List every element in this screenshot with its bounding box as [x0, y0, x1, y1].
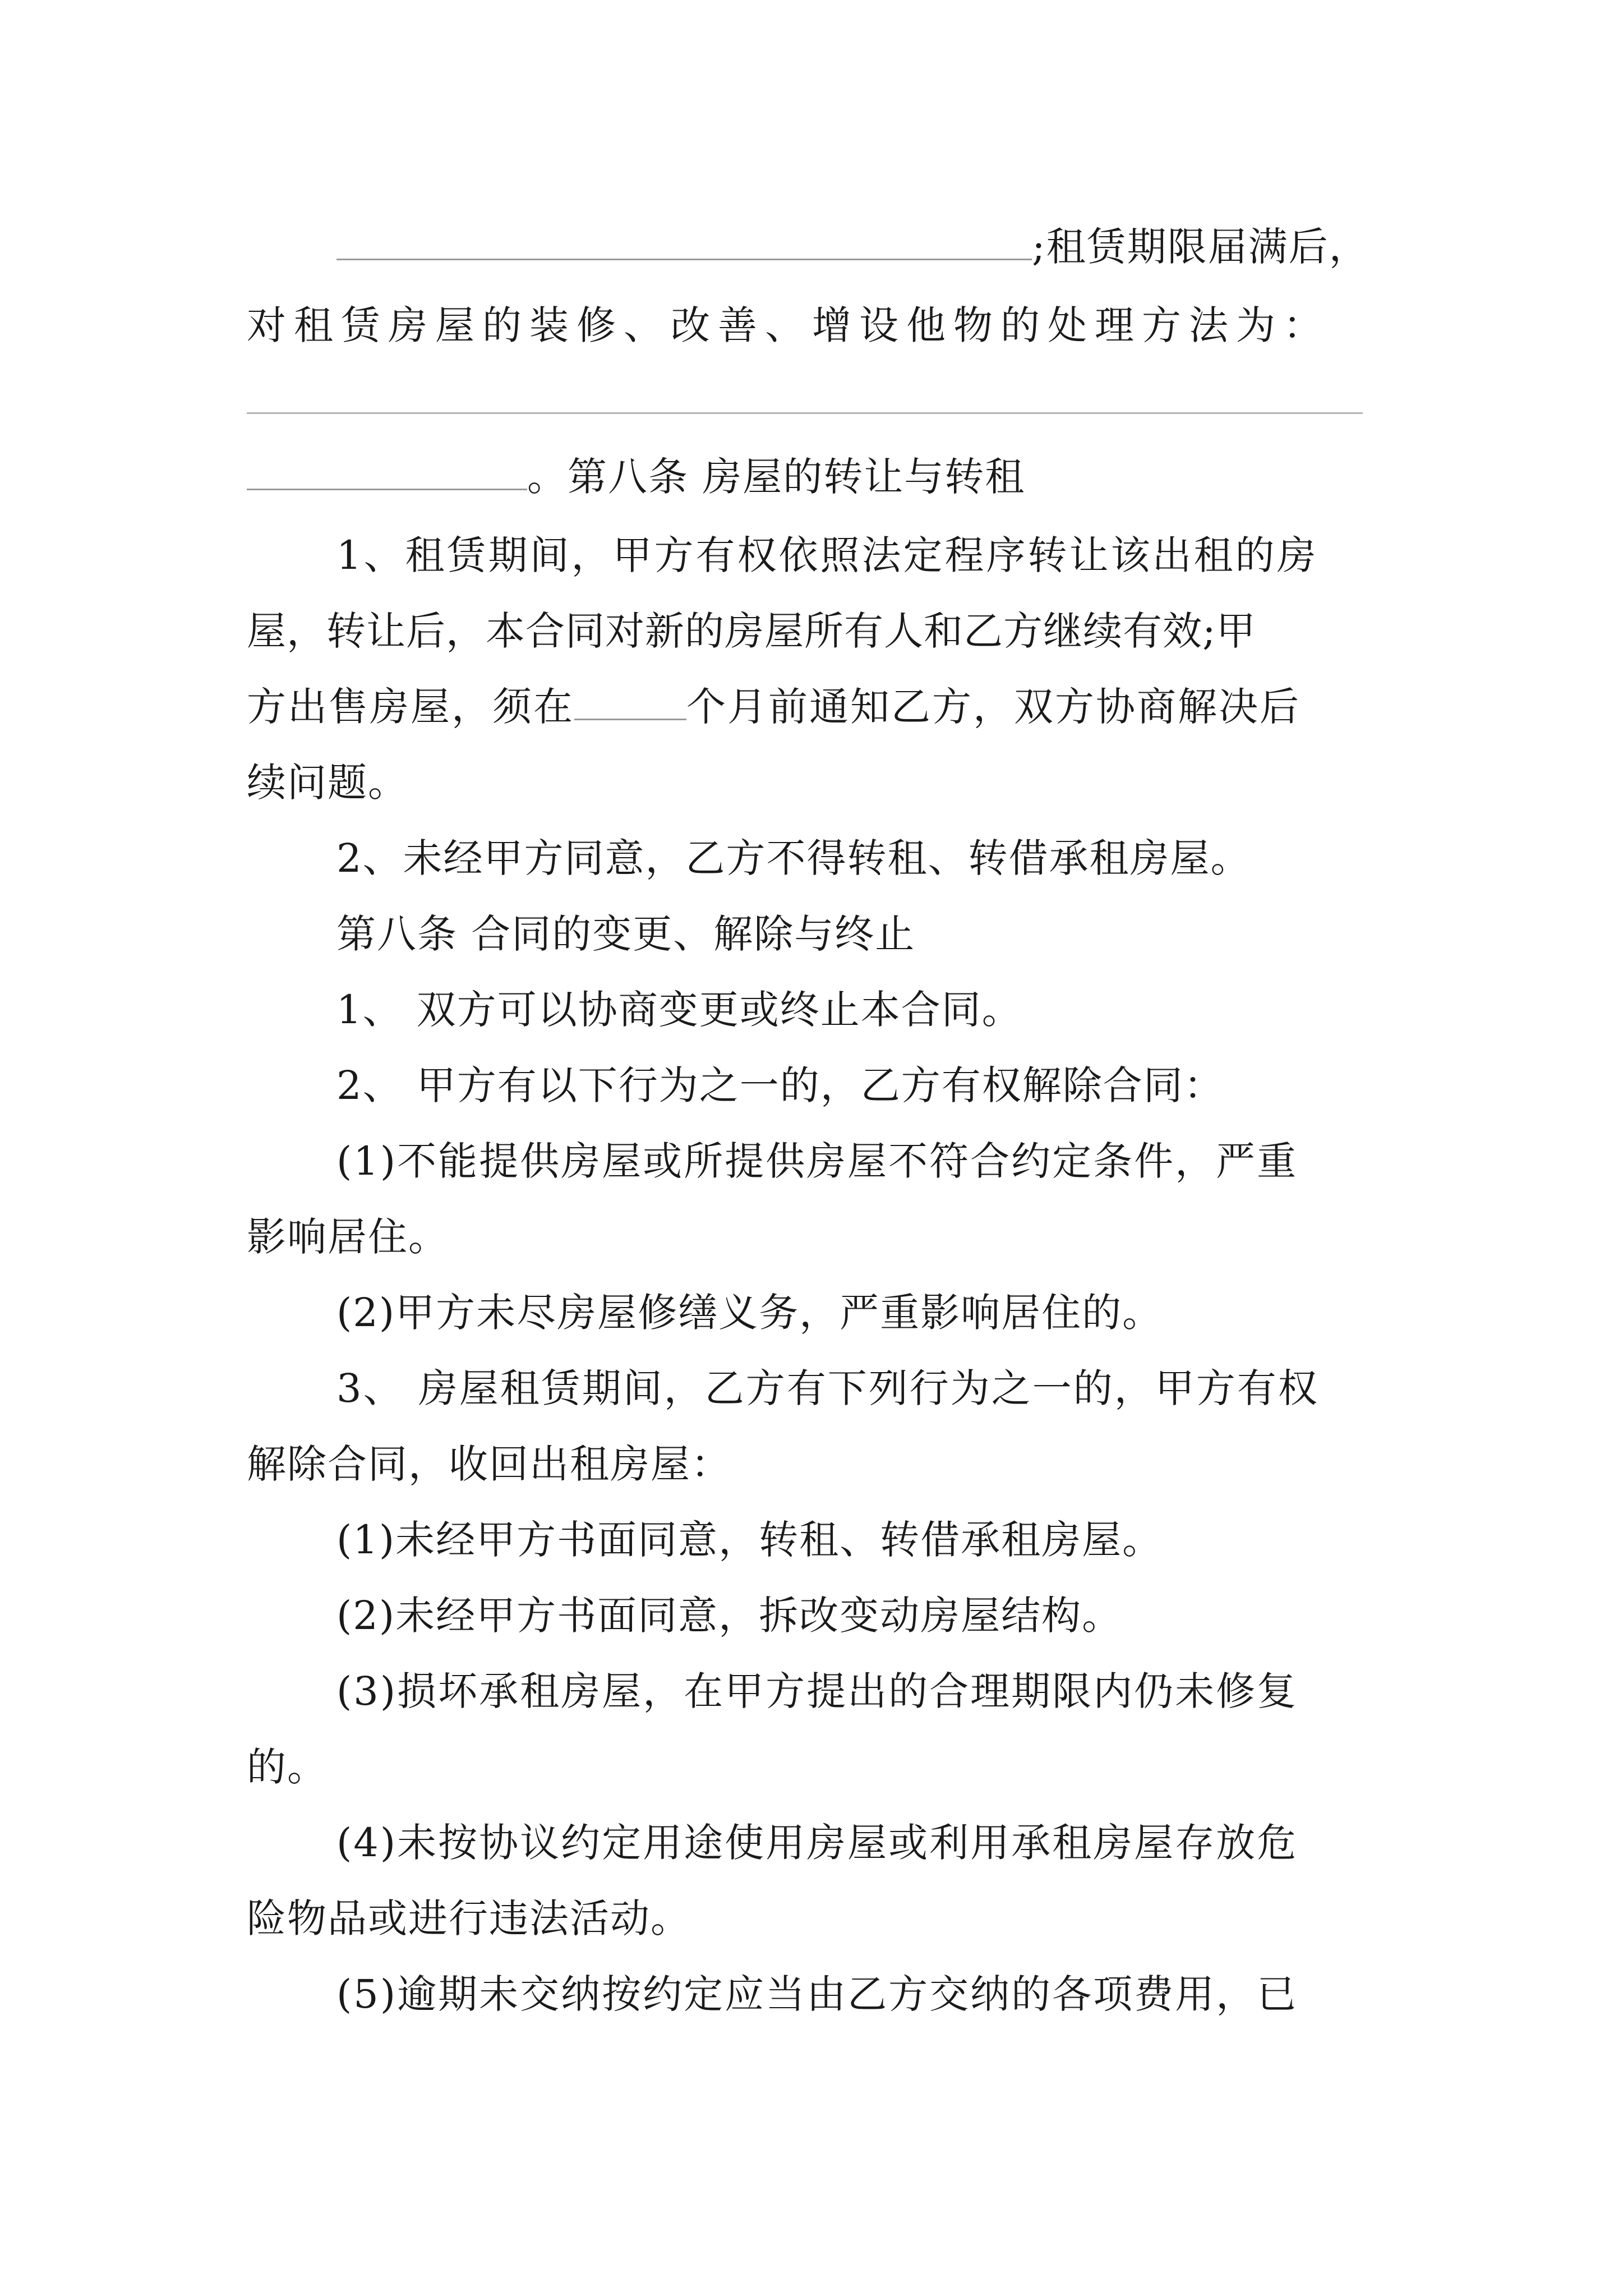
fill-in-blank — [247, 449, 527, 490]
line-text: (4)未按协议约定用途使用房屋或利用承租房屋存放危 — [336, 1820, 1298, 1866]
line-text: (2)甲方未尽房屋修缮义务，严重影响居住的。 — [336, 1290, 1163, 1336]
line-text: 第八条 合同的变更、解除与终止 — [336, 911, 916, 957]
line-text: 影响居住。 — [247, 1214, 449, 1260]
line-text: 解除合同，收回出租房屋： — [247, 1441, 731, 1487]
line-text: 屋，转让后，本合同对新的房屋所有人和乙方继续有效;甲 — [247, 608, 1256, 654]
contract-line — [336, 1588, 1122, 1644]
line-text: 险物品或进行违法活动。 — [247, 1895, 691, 1941]
contract-line — [336, 1285, 1163, 1341]
line-text: 。第八条 房屋的转让与转租 — [527, 454, 1026, 500]
contract-line — [336, 982, 1022, 1038]
line-text: 续问题。 — [247, 760, 408, 806]
line-text: 2、未经甲方同意，乙方不得转租、转借承租房屋。 — [336, 835, 1251, 881]
contract-line — [247, 1890, 691, 1947]
contract-line — [336, 1057, 1224, 1114]
contract-line — [247, 1739, 328, 1795]
contract-line — [247, 1436, 731, 1492]
line-text: 个月前通知乙方，双方协商解决后 — [686, 684, 1301, 730]
contract-line — [247, 754, 408, 811]
line-text: 3、 房屋租赁期间，乙方有下列行为之一的，甲方有权 — [336, 1365, 1319, 1411]
contract-line — [336, 1133, 1298, 1189]
contract-line — [336, 1360, 1319, 1416]
fill-in-blank-rule — [247, 412, 1363, 414]
contract-line — [247, 449, 1025, 505]
line-text: 方出售房屋，须在 — [247, 684, 574, 730]
line-text: ;租赁期限届满后， — [1032, 224, 1370, 270]
fill-in-blank — [336, 219, 1032, 260]
contract-line — [336, 830, 1251, 886]
contract-line — [336, 1663, 1298, 1719]
line-text: (5)逾期未交纳按约定应当由乙方交纳的各项费用，已 — [336, 1971, 1298, 2017]
contract-line — [247, 603, 1256, 659]
fill-in-blank — [574, 679, 686, 720]
contract-line — [247, 297, 1330, 353]
contract-line — [336, 219, 1370, 275]
line-text: (3)损坏承租房屋，在甲方提出的合理期限内仍未修复 — [336, 1668, 1298, 1714]
contract-line — [247, 679, 1301, 735]
contract-line — [247, 1209, 449, 1265]
line-text: 1、租赁期间，甲方有权依照法定程序转让该出租的房 — [336, 532, 1318, 578]
line-text: 2、 甲方有以下行为之一的，乙方有权解除合同： — [336, 1062, 1224, 1108]
section-heading — [336, 906, 915, 962]
line-text: 1、 双方可以协商变更或终止本合同。 — [336, 987, 1022, 1033]
contract-line — [336, 1815, 1298, 1871]
contract-line — [336, 527, 1318, 583]
line-text: (1)不能提供房屋或所提供房屋不符合约定条件，严重 — [336, 1138, 1298, 1184]
line-text: (1)未经甲方书面同意，转租、转借承租房屋。 — [336, 1517, 1163, 1563]
line-text: 的。 — [247, 1744, 328, 1790]
contract-line — [336, 1512, 1163, 1568]
contract-line — [336, 1966, 1298, 2022]
line-text: 对租赁房屋的装修、改善、增设他物的处理方法为： — [247, 302, 1330, 348]
line-text: (2)未经甲方书面同意，拆改变动房屋结构。 — [336, 1593, 1123, 1639]
